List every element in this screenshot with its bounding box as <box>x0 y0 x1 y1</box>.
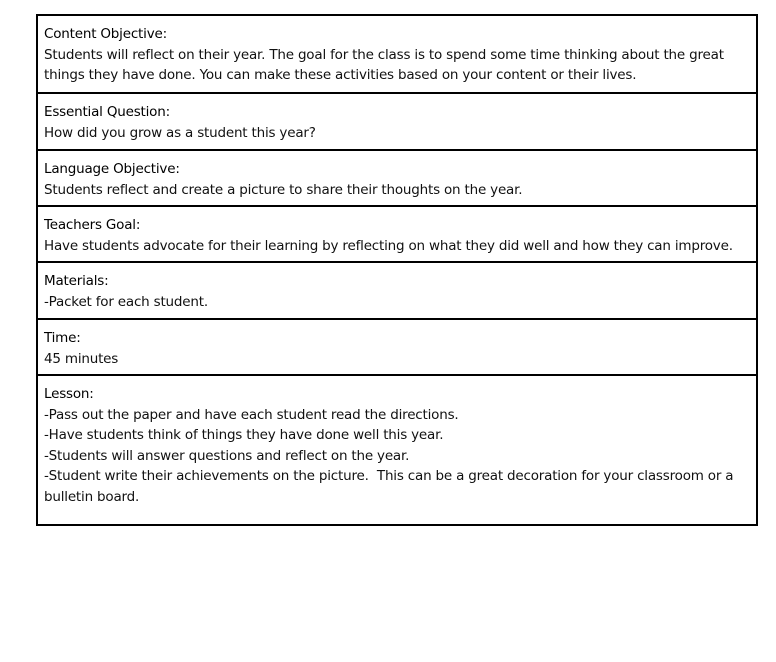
essential-question-row <box>38 94 756 151</box>
language-objective-text: Students reflect and create a picture to share their thoughts on the year. <box>44 181 523 198</box>
time-text: 45 minutes <box>44 350 119 367</box>
essential-question-label: Essential Question: <box>44 104 170 120</box>
materials-text: -Packet for each student. <box>44 293 208 310</box>
language-objective-label: Language Objective: <box>44 161 180 177</box>
lesson-row <box>38 376 756 524</box>
content-objective-row <box>38 16 756 94</box>
lesson-label: Lesson: <box>44 386 94 402</box>
lesson-step: -Students will answer questions and reflect on the year. <box>44 447 410 464</box>
materials-row <box>38 263 756 320</box>
time-label: Time: <box>44 330 81 346</box>
teachers-goal-text: Have students advocate for their learning by reflecting on what they did well and how they can improve. <box>44 237 733 254</box>
teachers-goal-label: Teachers Goal: <box>44 217 141 233</box>
content-objective-label: Content Objective: <box>44 26 167 42</box>
time-row <box>38 320 756 376</box>
lesson-step: -Have students think of things they have done well this year. <box>44 427 444 443</box>
lesson-step: -Student write their achievements on the picture. This can be a great decoration for your classroom or a bulletin board. <box>44 468 738 505</box>
teachers-goal-row <box>38 207 756 263</box>
materials-label: Materials: <box>44 273 109 289</box>
essential-question-text: How did you grow as a student this year? <box>44 124 316 141</box>
language-objective-row <box>38 151 756 207</box>
content-objective-text: Students will reflect on their year. The goal for the class is to spend some time thinking about the great things they have done. You can make these activities based on your content or their lives. <box>44 46 728 83</box>
lesson-plan-table <box>36 14 758 526</box>
lesson-step: -Pass out the paper and have each student read the directions. <box>44 406 459 423</box>
